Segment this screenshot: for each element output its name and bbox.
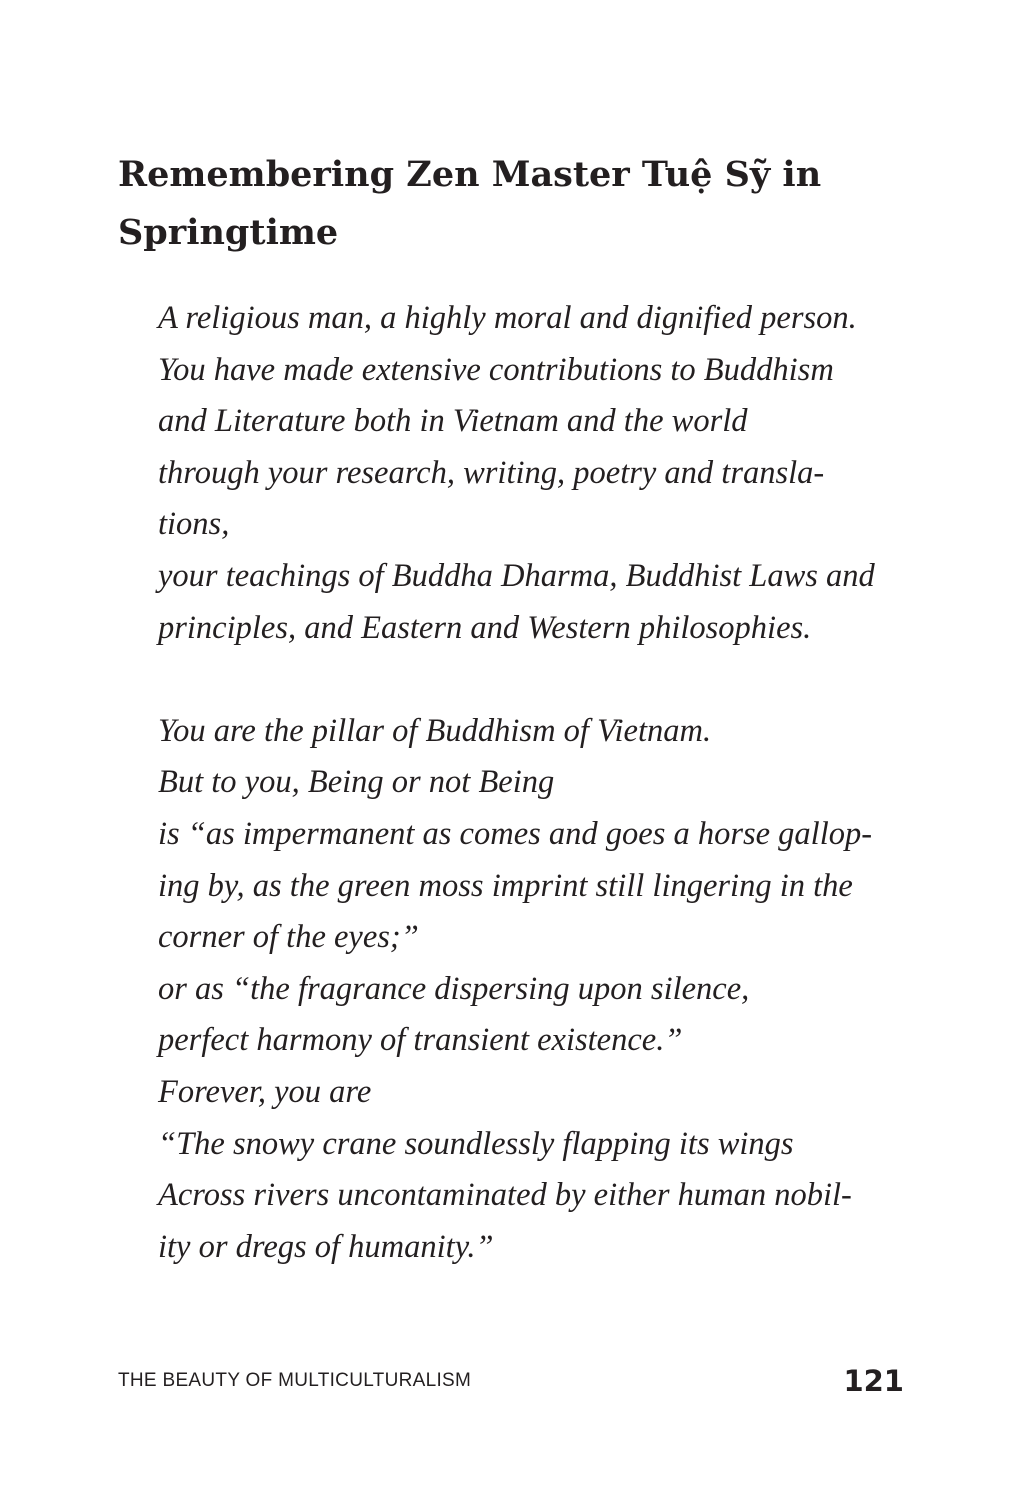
poem-line: perfect harmony of transient existence.” [158,1022,683,1059]
title-line: Remembering Zen Master Tuệ Sỹ in [118,154,822,195]
poem-line: through your research, writing, poetry and transla- [158,454,825,491]
poem-line: But to you, Being or not Being [158,764,555,801]
poem-line: ing by, as the green moss imprint still lingering in the [158,867,853,904]
poem-line: A religious man, a highly moral and dignified person. [158,300,857,336]
poem-line: “The snowy crane soundlessly flapping its wings [158,1125,794,1162]
poem-line: Across rivers uncontaminated by either human nobil- [158,1177,852,1214]
poem-line: ity or dregs of humanity.” [158,1228,494,1265]
page-number: 121 [843,1364,904,1398]
stanza-break [158,654,918,706]
running-footer-book-title: THE BEAUTY OF MULTICULTURALISM [118,1370,472,1391]
poem-line: tions, [158,506,230,543]
poem-line: corner of the eyes;” [158,919,419,956]
poem-line: or as “the fragrance dispersing upon silence, [158,970,750,1007]
title-line: Springtime [118,212,339,253]
poem-line: and Literature both in Vietnam and the world [158,403,748,440]
poem-body [158,293,918,1273]
poem-line: is “as impermanent as comes and goes a horse gallop- [158,815,873,852]
poem-line: You have made extensive contributions to Buddhism [158,351,834,388]
poem-line: Forever, you are [158,1073,372,1110]
poem-line: principles, and Eastern and Western philosophies. [158,609,812,646]
poem-line: your teachings of Buddha Dharma, Buddhist Laws and [158,557,875,594]
poem-line: You are the pillar of Buddhism of Vietnam. [158,712,712,749]
page-title [118,146,918,262]
